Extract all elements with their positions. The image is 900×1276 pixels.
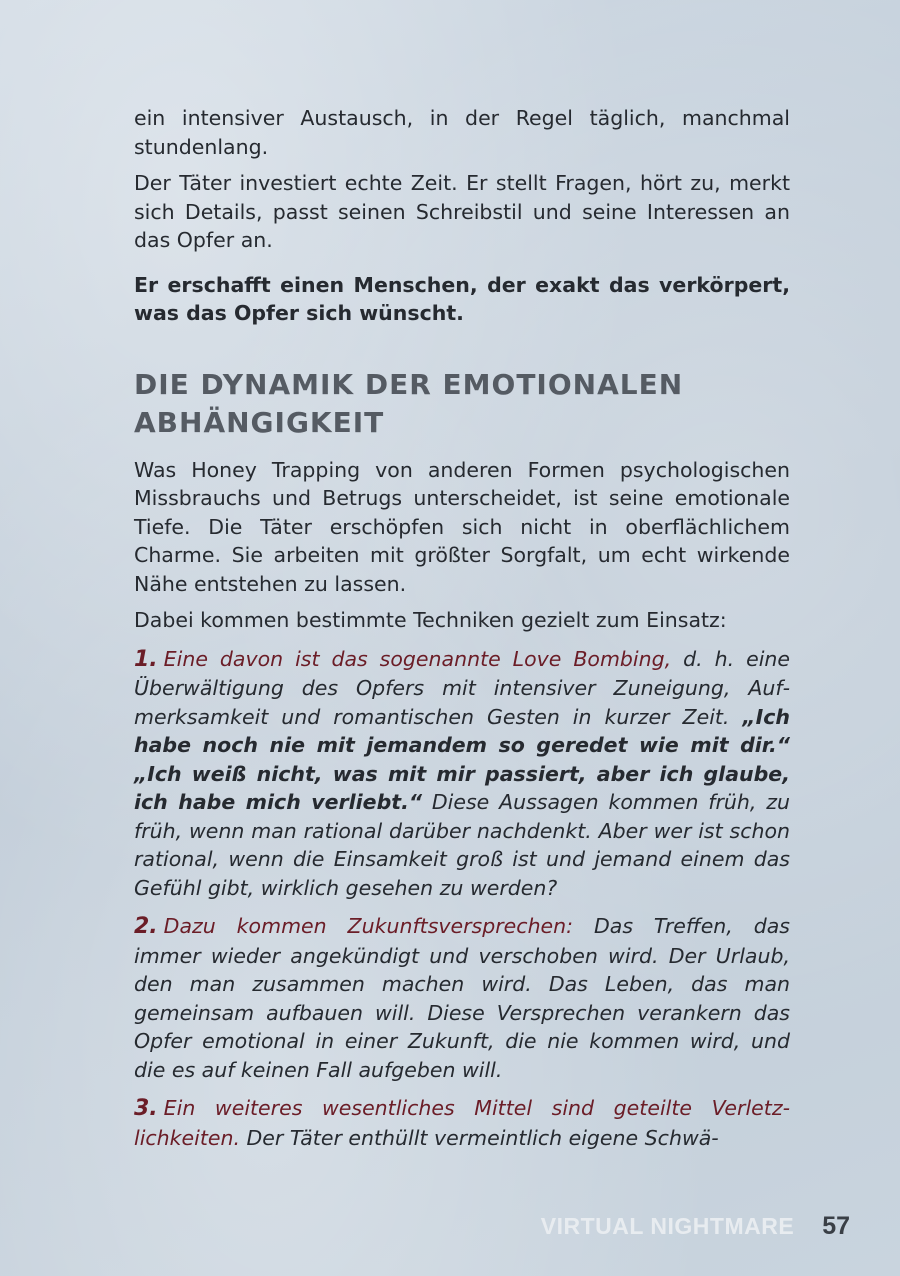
section-heading: DIE DYNAMIK DER EMOTIONALEN ABHÄNGIGKEIT — [134, 367, 684, 439]
item-text: Der Täter enthüllt vermeintlich eigene Schwä- — [240, 1125, 719, 1150]
item-text: d. h. eine Überwältigung des Opfers mit intensiver Zuneigung, Aufmerksamkeit und romantischen Gesten in kurzer Zeit. — [134, 646, 790, 729]
page-body — [134, 104, 790, 1162]
item-accent-text: Ein weiteres wesentliches Mittel sind geteilte Verletzlichkeiten. — [134, 1096, 790, 1150]
item-accent-text: Eine davon ist das sogenannte Love Bombing, — [163, 646, 672, 671]
book-title: VIRTUAL NIGHTMARE — [540, 1213, 795, 1239]
item-quote: „Ich habe noch nie mit jemandem so geredet wie mit dir.“ „Ich weiß nicht, was mit mir passiert, aber ich glaube, ich habe mich verliebt.“ — [134, 704, 790, 814]
list-number: 2. — [134, 914, 158, 939]
paragraph-5: Dabei kommen bestimmte Techniken gezielt zum Einsatz: — [134, 608, 727, 632]
paragraph-2: Der Täter investiert echte Zeit. Er stellt Fragen, hört zu, merkt sich Details, passt seinen Schreibstil und seine Interessen an das Opfer an. — [134, 171, 790, 252]
page-number: 57 — [822, 1212, 850, 1240]
paragraph-3-emphasis: Er erschafft einen Menschen, der exakt das verkörpert, was das Opfer sich wünscht. — [134, 272, 790, 325]
list-item-2 — [134, 912, 790, 1084]
item-text: Das Treffen, das immer wieder angekündigt und verschoben wird. Der Urlaub, den man zusammen machen wird. Das Leben, das man gemeinsam aufbauen will. Diese Versprechen verankern das Opfer emotional in einer Zukunft, die nie kommen wird, und die es auf keinen Fall aufgeben will. — [134, 914, 790, 1082]
list-item-1 — [134, 645, 790, 903]
page-footer — [541, 1212, 850, 1241]
list-number: 1. — [134, 646, 158, 672]
list-number: 3. — [134, 1096, 158, 1121]
item-text-continued: Diese Aussagen kommen früh, zu früh, wenn man rational darüber nachdenkt. Aber wer ist schon rational, wenn die Einsamkeit groß ist und jemand einem das Gefühl gibt, wirklich gesehen zu werden? — [134, 790, 790, 900]
paragraph-1: ein intensiver Austausch, in der Regel täglich, manchmal stundenlang. — [134, 106, 790, 159]
paragraph-4: Was Honey Trapping von anderen Formen psychologischen Missbrauchs und Betrugs unterscheidet, ist seine emotionale Tiefe. Die Täter erschöpfen sich nicht in oberflächlichem Charme. Sie arbeiten mit größter Sorgfalt, um echt wirkende Nähe entstehen zu lassen. — [134, 457, 790, 596]
item-accent-text: Dazu kommen Zukunftsversprechen: — [163, 914, 574, 938]
list-item-3 — [134, 1094, 790, 1152]
